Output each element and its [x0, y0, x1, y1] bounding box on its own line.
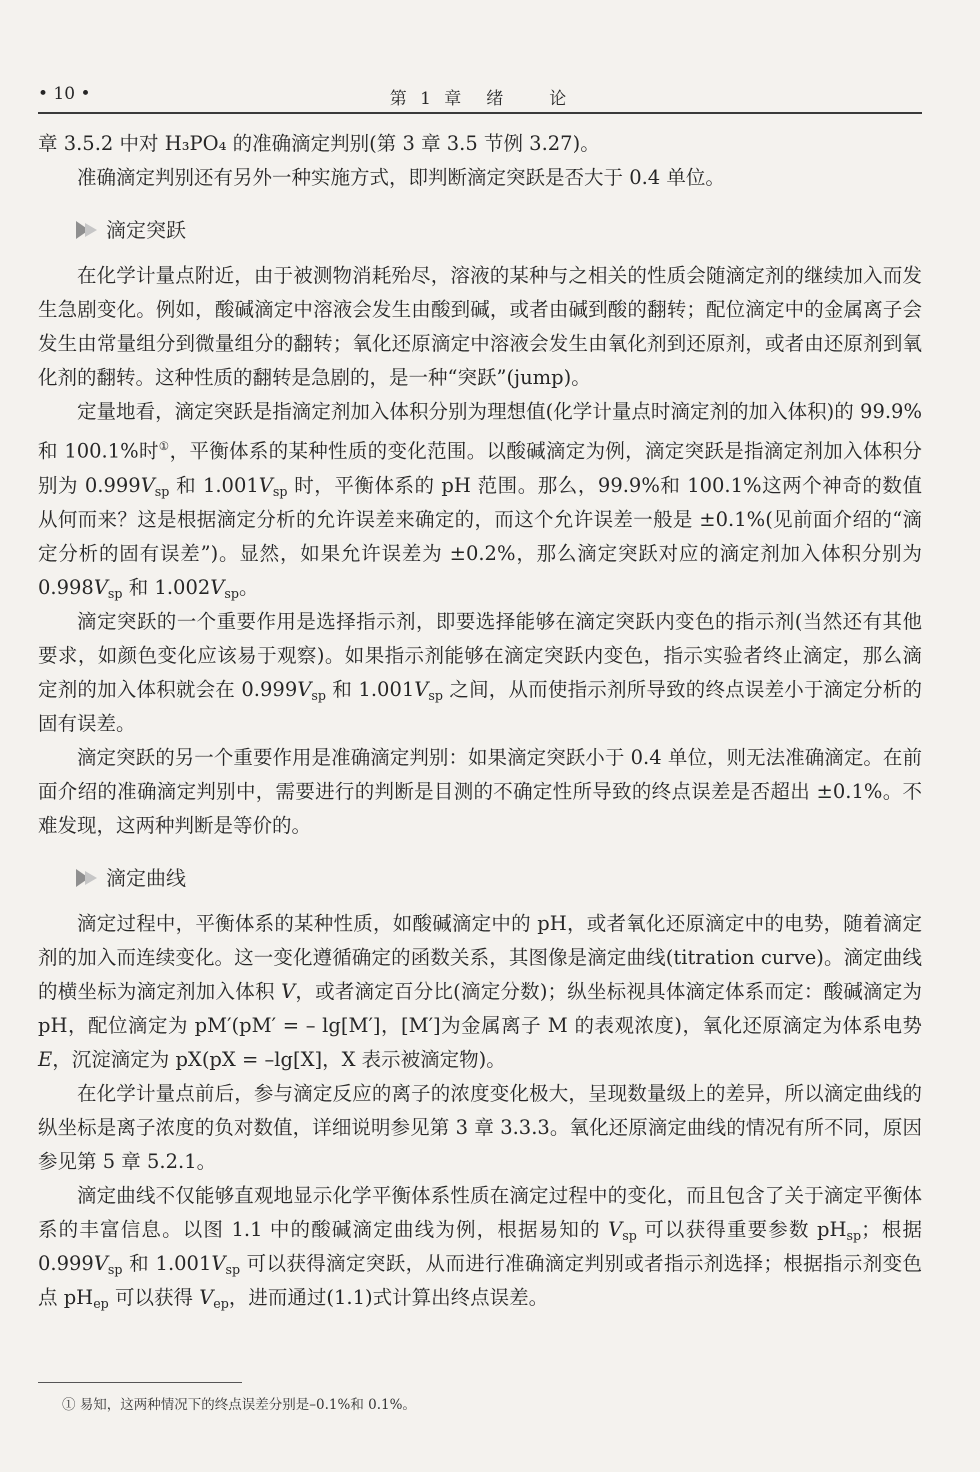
footnote-divider [38, 1382, 242, 1383]
page-number: • 10 • [38, 84, 91, 104]
paragraph: 在化学计量点前后，参与滴定反应的离子的浓度变化极大，呈现数量级上的差异，所以滴定曲线的纵坐标是离子浓度的负对数值，详细说明参见第 3 章 3.3.3。氧化还原滴定曲线的情况有所不同，原因参见第 5 章 5.2.1。 [38, 1081, 922, 1173]
paragraph: 滴定过程中，平衡体系的某种性质，如酸碱滴定中的 pH，或者氧化还原滴定中的电势，随着滴定剂的加入而连续变化。这一变化遵循确定的函数关系，其图像是滴定曲线(titration curve)。滴定曲线的横坐标为滴定剂加入体积 V，或者滴定百分比(滴定分数)；纵坐标视具体滴定体系而定：酸碱滴定为 pH，配位滴定为 pM′(pM′ = – lg[M′]，[M′]为金属离子 M 的表观浓度)，氧化还原滴定为体系电势 E，沉淀滴定为 pX(pX = –lg[X]，X 表示被滴定物)。 [38, 911, 923, 1071]
chapter-title: 第 1 章 绪 论 [389, 89, 571, 109]
paragraph: 定量地看，滴定突跃是指滴定剂加入体积分别为理想值(化学计量点时滴定剂的加入体积)的 99.9%和 100.1%时①，平衡体系的某种性质的变化范围。以酸碱滴定为例，滴定突跃是指滴定剂加入体积分别为 $0.999V_{sp}$ 和 $1.001V_{sp}$ 时，平衡体系的 pH 范围。那么，99.9%和 100.1%这两个神奇的数值从何而来？这是根据滴定分析的允许误差来确定的，而这个允许误差一般是 ±0.1%(见前面介绍的“滴定分析的固有误差”)。显然，如果允许误差为 ±0.2%，那么滴定突跃对应的滴定剂加入体积分别为 $0.998V_{sp}$ 和 $1.002V_{sp}$。 [38, 400, 922, 601]
section-heading-curve [76, 863, 922, 893]
footnote-mark: ① [158, 439, 170, 453]
paragraph-continued: 章 3.5.2 中对 H₃PO₄ 的准确滴定判别(第 3 章 3.5 节例 3.27)。 [38, 132, 600, 155]
footnote: ① 易知，这两种情况下的终点误差分别是–0.1%和 0.1%。 [62, 1397, 416, 1413]
paragraph: 滴定突跃的一个重要作用是选择指示剂，即要选择能够在滴定突跃内变色的指示剂(当然还有其他要求，如颜色变化应该易于观察)。如果指示剂能够在滴定突跃内变色，指示实验者终止滴定，那么滴定剂的加入体积就会在 $0.999V_{sp}$ 和 $1.001V_{sp}$ 之间，从而使指示剂所导致的终点误差小于滴定分析的固有误差。 [38, 609, 922, 735]
running-header [38, 78, 922, 114]
section-arrow-icon [76, 221, 100, 239]
paragraph: 在化学计量点附近，由于被测物消耗殆尽，溶液的某种与之相关的性质会随滴定剂的继续加入而发生急剧变化。例如，酸碱滴定中溶液会发生由酸到碱，或者由碱到酸的翻转；配位滴定中的金属离子会发生由常量组分到微量组分的翻转；氧化还原滴定中溶液会发生由氧化剂到还原剂，或者由还原剂到氧化剂的翻转。这种性质的翻转是急剧的，是一种“突跃”(jump)。 [38, 264, 922, 389]
page-body [38, 127, 922, 1315]
section-title: 滴定曲线 [106, 865, 186, 890]
paragraph: 准确滴定判别还有另外一种实施方式，即判断滴定突跃是否大于 0.4 单位。 [77, 166, 725, 189]
paragraph: 滴定曲线不仅能够直观地显示化学平衡体系性质在滴定过程中的变化，而且包含了关于滴定平衡体系的丰富信息。以图 1.1 中的酸碱滴定曲线为例，根据易知的 $V_{sp}$ 可以获得重要参数 $pH_{sp}$；根据 $0.999V_{sp}$ 和 $1.001V_{sp}$ 可以获得滴定突跃，从而进行准确滴定判别或者指示剂选择；根据指示剂变色点 $pH_{ep}$ 可以获得 $V_{ep}$，进而通过(1.1)式计算出终点误差。 [38, 1183, 922, 1311]
section-heading-jump [76, 215, 922, 245]
paragraph: 滴定突跃的另一个重要作用是准确滴定判别：如果滴定突跃小于 0.4 单位，则无法准确滴定。在前面介绍的准确滴定判别中，需要进行的判断是目测的不确定性所导致的终点误差是否超出 ±0.1%。不难发现，这两种判断是等价的。 [38, 745, 922, 837]
section-title: 滴定突跃 [106, 218, 186, 242]
section-arrow-icon [76, 869, 100, 887]
